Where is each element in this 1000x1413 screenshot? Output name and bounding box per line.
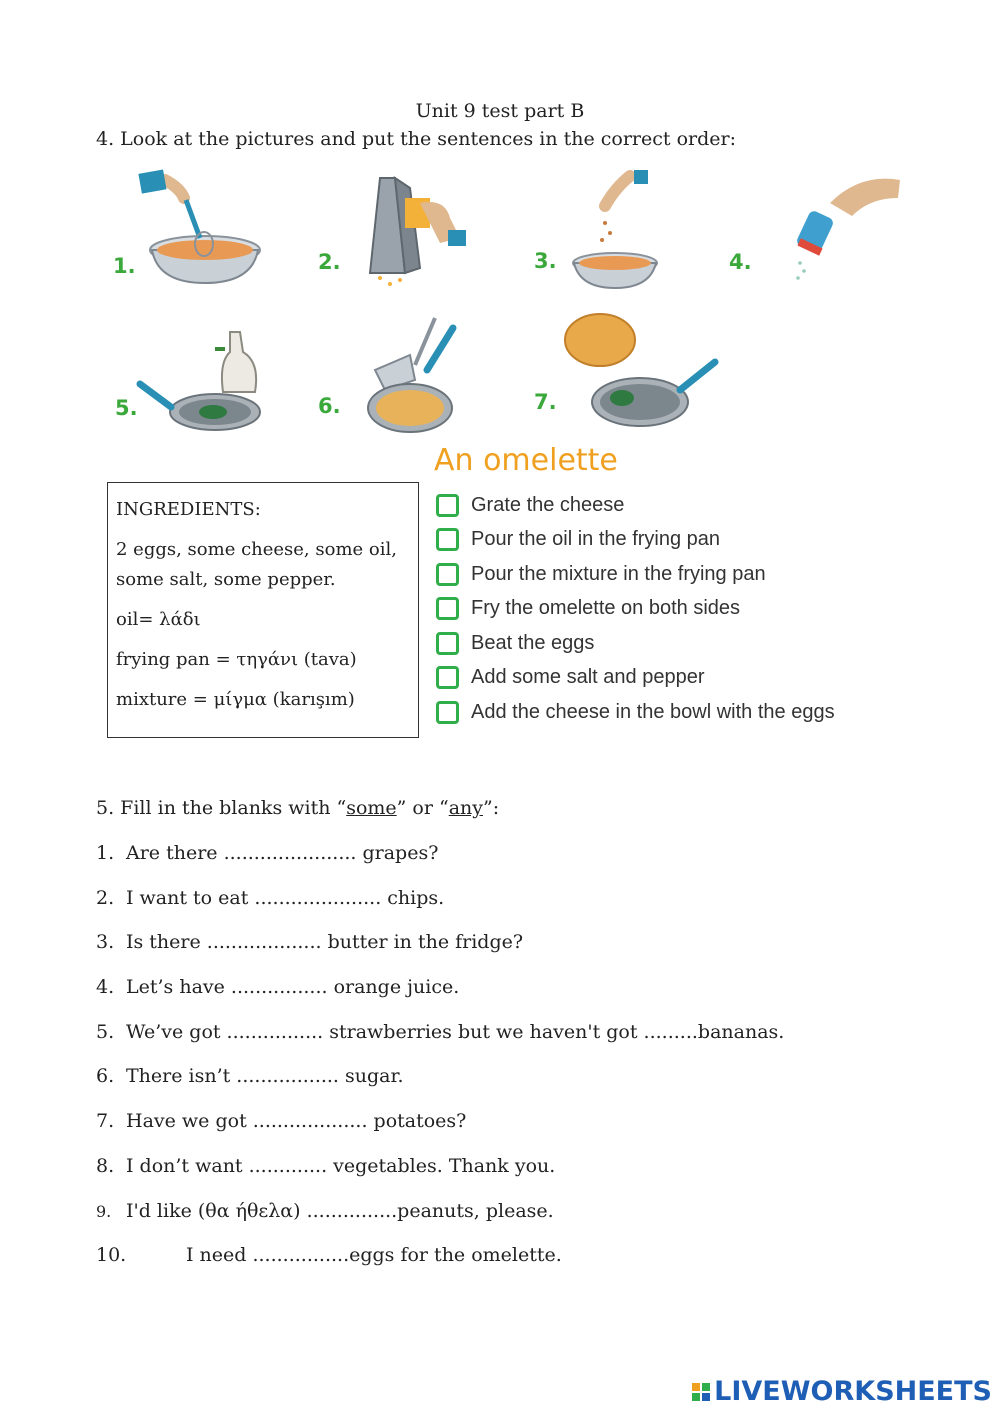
omelette-step-text: Fry the omelette on both sides (471, 597, 741, 620)
gloss-frying-pan: frying pan = τηγάνι (tava) (116, 649, 357, 670)
gloss-mixture: mixture = μίγμα (karışım) (116, 689, 355, 710)
picture-grate-cheese (350, 168, 470, 293)
item-text: Is there ................... butter in the fridge? (126, 931, 524, 954)
item-number: 10. (96, 1244, 127, 1267)
order-input-box[interactable] (436, 597, 459, 620)
item-text: I'd like (θα ήθελα) ...............peanuts, please. (126, 1199, 554, 1222)
list-item (96, 1065, 784, 1110)
item-number: 1. (96, 842, 115, 864)
q5-word-some: some (346, 797, 397, 819)
item-number: 2. (96, 886, 115, 909)
item-number: 7. (96, 1110, 115, 1133)
gloss-oil: oil= λάδι (116, 609, 201, 630)
picture-add-salt-pepper (560, 168, 670, 293)
list-item (96, 1021, 784, 1066)
item-number: 6. (96, 1065, 115, 1088)
ingredients-list: 2 eggs, some cheese, some oil, some salt, some pepper. (116, 539, 397, 590)
omelette-step (436, 488, 835, 523)
picture-salt-shaker (790, 168, 905, 293)
item-number: 5. (96, 1020, 115, 1043)
omelette-step-text: Pour the mixture in the frying pan (471, 562, 766, 585)
item-text: Are there ...................... grapes? (126, 842, 439, 864)
item-text: There isn’t ................. sugar. (126, 1065, 404, 1088)
step-number-6: 6. (318, 394, 341, 418)
list-item (96, 1200, 784, 1245)
omelette-steps-list (436, 488, 835, 730)
omelette-step-text: Add the cheese in the bowl with the eggs (471, 700, 835, 723)
step-number-1: 1. (113, 254, 136, 278)
list-item (96, 1155, 784, 1200)
list-item (96, 931, 784, 976)
question-4-instruction: 4. Look at the pictures and put the sentences in the correct order: (96, 128, 736, 150)
picture-fry-omelette (560, 310, 720, 435)
order-input-box[interactable] (436, 528, 459, 551)
omelette-step-text: Pour the oil in the frying pan (471, 528, 721, 551)
order-input-box[interactable] (436, 666, 459, 689)
q5-word-any: any (448, 797, 483, 819)
q5-middle: ” or “ (396, 797, 449, 819)
item-number: 3. (96, 931, 115, 954)
step-number-7: 7. (534, 390, 557, 414)
liveworksheets-logo (692, 1376, 992, 1407)
step-number-2: 2. (318, 250, 341, 274)
list-item (96, 887, 784, 932)
omelette-step (436, 557, 835, 592)
step-number-5: 5. (115, 396, 138, 420)
list-item (96, 842, 784, 887)
item-text: I want to eat ..................... chips. (126, 886, 445, 909)
list-item (96, 1244, 784, 1289)
page-title: Unit 9 test part B (415, 100, 585, 122)
item-text: Have we got ................... potatoes? (126, 1110, 467, 1133)
order-input-box[interactable] (436, 563, 459, 586)
list-item (96, 976, 784, 1021)
omelette-step-text: Beat the eggs (471, 631, 595, 654)
logo-squares-icon (692, 1383, 710, 1401)
omelette-step-text: Grate the cheese (471, 493, 625, 516)
picture-pour-mixture (355, 310, 465, 438)
item-text: Let’s have ................ orange juice. (126, 976, 460, 999)
item-text: I don’t want ............. vegetables. Thank you. (126, 1154, 556, 1177)
question-5-instruction (96, 797, 499, 819)
item-text: We’ve got ................ strawberries but we haven't got .........bananas. (126, 1020, 785, 1043)
step-number-4: 4. (729, 250, 752, 274)
omelette-title: An omelette (434, 443, 618, 478)
order-input-box[interactable] (436, 632, 459, 655)
order-input-box[interactable] (436, 701, 459, 724)
list-item (96, 1110, 784, 1155)
q5-prefix: 5. Fill in the blanks with “ (96, 797, 347, 819)
brand-name: LIVEWORKSHEETS (714, 1376, 992, 1407)
omelette-step (436, 695, 835, 730)
ingredients-heading: INGREDIENTS: (116, 499, 261, 520)
step-number-3: 3. (534, 249, 557, 273)
order-input-box[interactable] (436, 494, 459, 517)
picture-pour-oil (135, 312, 270, 437)
item-number: 8. (96, 1154, 115, 1177)
omelette-step (436, 661, 835, 696)
item-text: I need ................eggs for the omelette. (186, 1244, 562, 1267)
omelette-step (436, 592, 835, 627)
q5-suffix: ”: (483, 797, 500, 819)
fill-blanks-list (96, 842, 784, 1289)
omelette-step (436, 523, 835, 558)
item-number: 9. (96, 1201, 112, 1221)
omelette-step-text: Add some salt and pepper (471, 666, 705, 689)
item-number: 4. (96, 976, 115, 999)
omelette-step (436, 626, 835, 661)
ingredients-box (107, 482, 419, 738)
